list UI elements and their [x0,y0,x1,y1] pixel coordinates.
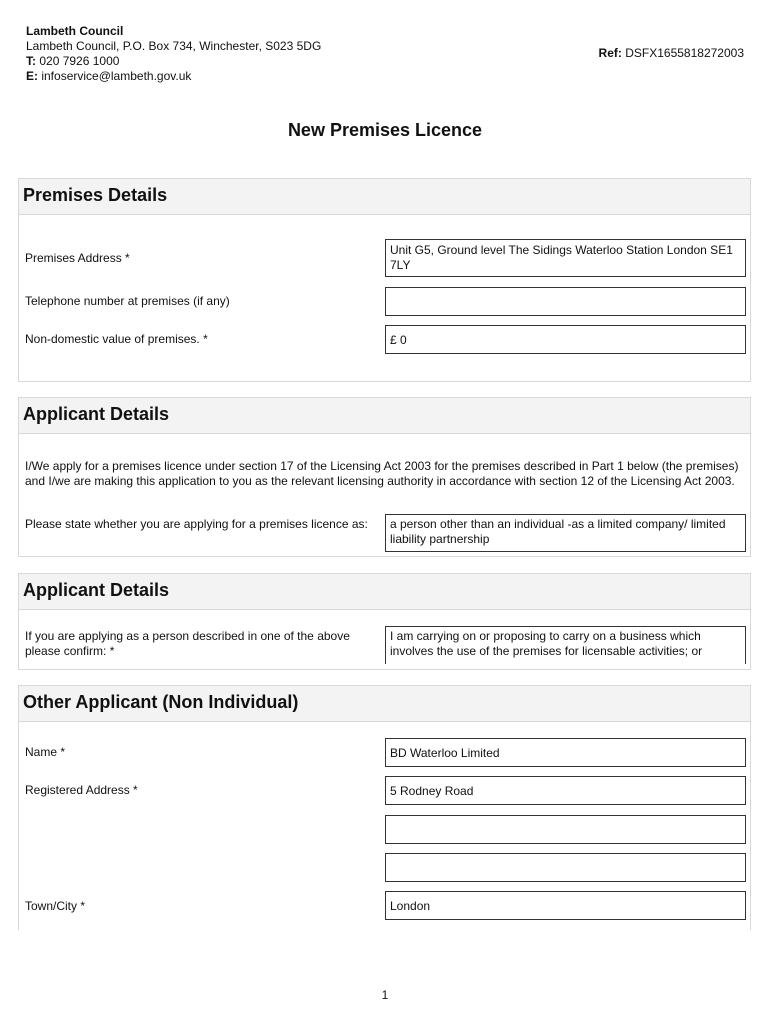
label-text: Telephone number at premises (if any) [25,294,230,308]
phone-value: 020 7926 1000 [39,54,120,68]
other-applicant-section [18,685,751,930]
applicant-intro-text: I/We apply for a premises licence under section 17 of the Licensing Act 2003 for the premises described in Part 1 below (the premises) and I/we are making this application to you as the relevant licensing authority in accordance with section 12 of the Licensing Act 2003. [25,459,739,488]
premises-value-field[interactable]: £ 0 [385,325,746,354]
council-phone [26,54,321,69]
section-heading: Applicant Details [19,398,750,434]
applying-as-field[interactable]: a person other than an individual -as a limited company/ limited liability partnership [385,514,746,552]
page-title: New Premises Licence [287,120,483,140]
registered-address-line2-field[interactable] [385,815,746,844]
section-heading: Applicant Details [19,574,750,610]
section-heading: Other Applicant (Non Individual) [19,686,750,722]
premises-details-section [18,178,751,382]
label-text: Please state whether you are applying for a premises licence as: [25,517,368,531]
premises-address-field[interactable]: Unit G5, Ground level The Sidings Waterloo Station London SE1 7LY [385,239,746,277]
label-text: Registered Address * [25,783,138,797]
name-field[interactable]: BD Waterloo Limited [385,738,746,767]
label-text: Non-domestic value of premises. * [25,332,208,346]
ref-value: DSFX1655818272003 [625,46,744,60]
email-label: E: [26,69,38,83]
registered-address-line3-field[interactable] [385,853,746,882]
label-text: If you are applying as a person described in one of the above please confirm: * [25,629,350,658]
ref-label: Ref: [598,46,622,60]
premises-phone-field[interactable] [385,287,746,316]
applicant-details-section [18,397,751,557]
council-name: Lambeth Council [26,24,124,38]
email-value: infoservice@lambeth.gov.uk [41,69,192,83]
applicant-confirm-section [18,573,751,670]
registered-address-line1-field[interactable]: 5 Rodney Road [385,776,746,805]
council-email [26,69,321,84]
page-number: 1 [381,988,389,1002]
town-field[interactable]: London [385,891,746,920]
reference [599,46,744,60]
council-address: Lambeth Council, P.O. Box 734, Winchester, S023 5DG [26,39,322,53]
council-header [26,24,321,84]
phone-label: T: [26,54,36,68]
section-heading: Premises Details [19,179,750,215]
label-text: Premises Address * [25,251,130,265]
label-text: Town/City * [25,899,86,913]
confirm-field[interactable]: I am carrying on or proposing to carry on a business which involves the use of the premises for licensable activities; or [385,626,746,664]
label-text: Name * [25,745,66,759]
